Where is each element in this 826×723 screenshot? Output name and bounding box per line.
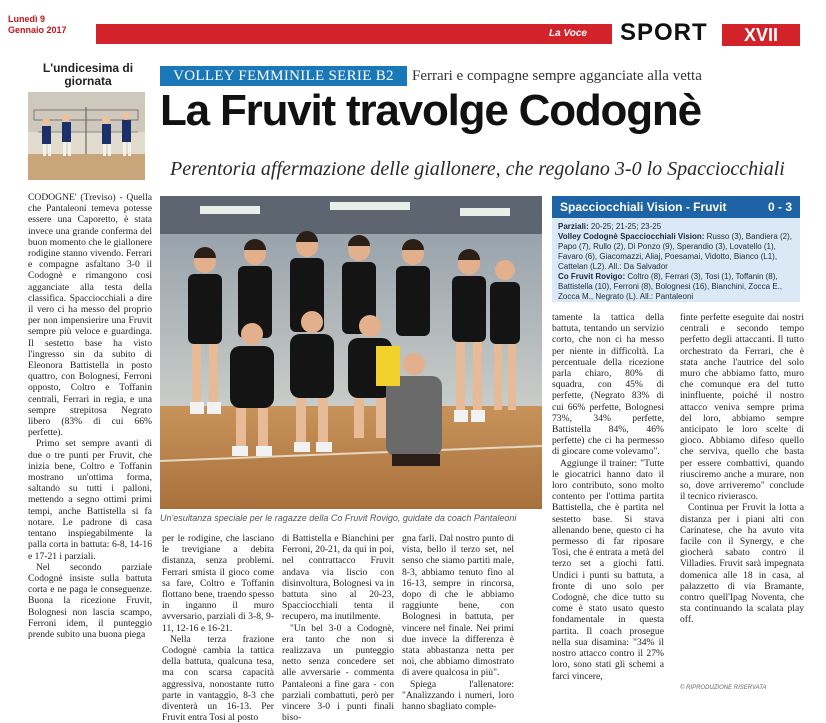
article-paragraph: Primo set sempre avanti di due o tre punti per Fruvit, che inizia bene, Coltro e Toffanin mostrano un'ottima forma, saltando su tutti i palloni, mettendo a segno ottimi primi tempi, anche Battistella si fa notare. Le padrone di casa tentano inspiegabilmente la palla corta in battuta: 6-8, 14-16 e 17-21 i parziali. <box>28 438 152 562</box>
article-paragraph: Aggiunge il trainer: "Tutte le giocatrici hanno dato il loro contributo, sono molto contento per l'ottima partita Battistella, che è partita nel sestetto base. Si stava allenando bene, questo ci ha permesso di far riposare Tosi, che è entrata a metà del terzo set a giochi fatti. Undici i punti su battuta, a fronte di uno solo per Codognè, che dice tutto su come è stato usato questo fondamentale in questa partita. Il coach prosegue nella sua disamina: "34% il nostro attacco contro il 27% loro, sono stati gli schemi a farci vincere, <box>552 457 664 682</box>
article-column-5 <box>552 312 664 682</box>
issue-date <box>8 14 98 36</box>
issue-month-year: Gennaio 2017 <box>8 25 67 35</box>
article-paragraph: Continua per Fruvit la lotta a distanza per i piani alti con Carinatese, che ha avuto vita facile con il Synergy, e che giocherà sabato contro il Villadies. Fruvit sarà impegnata domenica alle 18 in casa, al palazzetto di via Bramante, contro quell'Ipag Noventa, che sta continuando la scalata play off. <box>680 502 804 626</box>
match-teams: Spacciocchiali Vision - Fruvit <box>560 200 727 214</box>
match-score: 0 - 3 <box>767 200 792 214</box>
issue-day: Lunedì 9 <box>8 14 46 24</box>
copyright-note: © RIPRODUZIONE RISERVATA <box>680 685 767 691</box>
score-details <box>552 218 800 306</box>
article-paragraph: CODOGNE' (Treviso) - Quella che Pantaleoni temeva potesse essere una Caporetto, è stata invece una grande conferma del buon momento che le giallonere rodigine stanno vivendo. Ferrari e compagne asfaltano 3-0 il Codognè e rimangono così agganciate alla testa della classifica. Spacciocchiali a dire il vero ci ha messo del proprio per non impensierire una Fruvit sempre più veloce e guardinga. Il sestetto base ha visto l'ingresso sin da subito di Eleonora Battistella in posto quattro, con Bolognesi, Ferroni opposto, Coltro e Toffanin centrali, Ferrari in regia, e una sempre strepitosa Negrato libero (83% di cui 66% perfette). <box>28 192 152 439</box>
sidebar-title: L'undicesima di giornata <box>42 61 134 88</box>
page-number: XVII <box>722 24 800 46</box>
team1-roster: Russo (3), Bandiera (2), Papo (7), Rullo (2), Di Ponzo (9), Sperandio (3), Lovatello (1), Favaro (6), Giacomazzi, Aliaj, Poesamai, Vidotto, Bianco (L1), Cattelan (L2). All.: Da Salvador <box>558 232 793 271</box>
article-paragraph: gna farli. Dal nostro punto di vista, bello il terzo set, nel senso che siamo partiti male, 8-3, abbiamo tenuto fino al 16-13, sempre in rincorsa, dopo di che le abbiamo raggiunte bene, con Bolognesi in battuta, per vincere nel finale. Nei primi due invece la differenza è stata abbastanza netta per noi, che abbiamo dimostrato di avere qualcosa in più". <box>402 533 514 679</box>
team1-label: Volley Codognè Spacciocchiali Vision: <box>558 232 705 241</box>
article-paragraph: per le rodigine, che lasciano le trevigiane a debita distanza, senza problemi. Ferrari smista il gioco come sa fare, Coltro e Toffanin flottano bene, traendo spesso in inganno il muro avversario, parziali di 3-8, 9-11, 12-16 e 16-21. <box>162 533 274 634</box>
team-photo <box>160 196 542 509</box>
article-paragraph: tamente la tattica della battuta, tentando un servizio corto, che non ci ha messo per niente in difficoltà. La percentuale della ricezione parla chiaro, 80% di squadra, con 45% di perfette, (Negrato 83% di cui 66% perfette, Bolognesi 73%, 34% perfette, Battistella 84%, 46% perfette) che ci ha permesso di giocare come volevamo". <box>552 312 664 458</box>
team2-roster: Coltro (8), Ferrari (3), Tosi (1), Toffanin (8), Battistella (10), Ferroni (8), Bolognesi (16), Bianchini, Zocca E., Zocca M., Negrato (L). All.: Pantaleoni <box>558 272 783 301</box>
subheadline: Perentoria affermazione delle giallonere, che regolano 3-0 lo Spacciocchiali <box>170 158 785 180</box>
partials-label: Parziali: <box>558 222 589 231</box>
score-header <box>552 196 800 218</box>
article-paragraph: Spiega l'allenatore: "Analizzando i numeri, loro hanno sbagliato comple- <box>402 678 514 713</box>
section-title: SPORT <box>620 19 708 46</box>
partials-value: 20-25; 21-25; 23-25 <box>590 222 662 231</box>
article-column-1 <box>28 192 152 640</box>
team2-label: Co Fruvit Rovigo: <box>558 272 626 281</box>
kicker-subtitle: Ferrari e compagne sempre agganciate alla vetta <box>412 68 702 84</box>
photo-caption: Un'esultanza speciale per le ragazze della Co Fruvit Rovigo, guidate da coach Pantaleoni <box>160 513 517 523</box>
article-paragraph: "Un bel 3-0 a Codognè, era tanto che non si realizzava un punteggio netto senza concedere set alle avversarie - commenta Pantaleoni a fine gara - con parziali combattuti, però per vincere 3-0 i punti finali biso- <box>282 622 394 723</box>
paper-name: La Voce <box>549 28 587 39</box>
headline: La Fruvit travolge Codognè <box>160 86 701 135</box>
sidebar-photo <box>28 92 145 180</box>
article-column-2 <box>162 533 274 723</box>
article-column-6 <box>680 312 804 626</box>
article-column-4 <box>402 533 514 712</box>
article-paragraph: Nella terza frazione Codognè cambia la tattica della battuta, qualcuna tesa, ma con scarsa capacità aggressiva, nonostante tutto parte in vantaggio, 8-3 che diventerà un 16-13. Per Fruvit entra Tosi al posto <box>162 633 274 723</box>
article-column-3 <box>282 533 394 723</box>
section-kicker-tag: VOLLEY FEMMINILE SERIE B2 <box>160 66 407 86</box>
header-bar <box>96 24 612 44</box>
article-paragraph: di Battistella e Bianchini per Ferroni, 20-21, da qui in poi, nel contrattacco Fruvit andava via liscio con disinvoltura, Bolognesi va in battuta sino al 20-23, Spacciocchiali tenta il recupero, ma inutilmente. <box>282 533 394 623</box>
article-paragraph: finte perfette eseguite dai nostri centrali e secondo tempo perfetto degli attaccanti. Il tutto orchestrato da Ferrari, che è stata anche l'autrice del solo muro che abbiamo fatto, muro che comunque era del tutto ininfluente, poiché il nostro attacco veniva sempre prima del loro, abbiamo sempre anticipato le loro scelte di gioco. Abbiamo difeso quello che serviva, quello che basta per essere combattivi, quando riusciremo anche a murare, non so, dove arriveremo" conclude il tecnico rivierasco. <box>680 312 804 503</box>
score-box <box>552 196 800 302</box>
article-paragraph: Nel secondo parziale Codognè insiste sulla battuta corta e ne paga le conseguenze. Buona la ricezione Fruvit, Bolognesi non lascia scampo, Ferroni idem, il punteggio prende subito una buona piega <box>28 561 152 640</box>
